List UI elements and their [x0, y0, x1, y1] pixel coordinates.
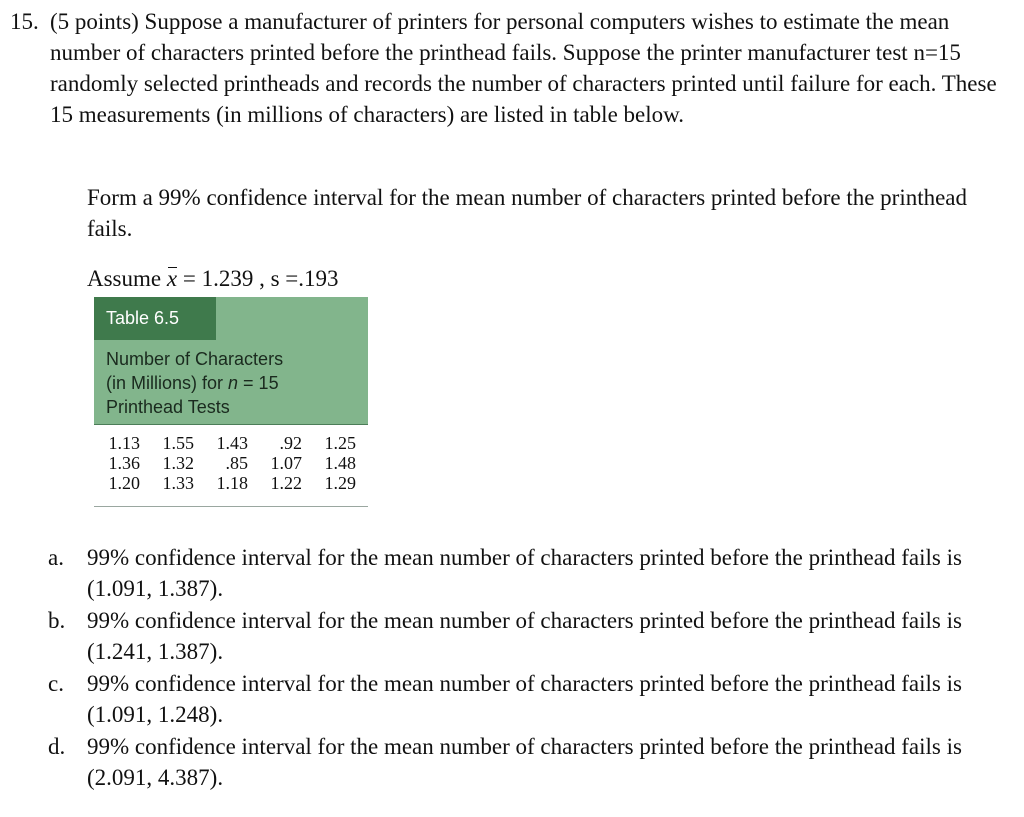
table-row	[104, 433, 356, 453]
option-d[interactable]	[40, 731, 1000, 794]
answer-options	[40, 542, 1000, 794]
assume-prefix: Assume	[87, 266, 162, 291]
instruction-text: Form a 99% confidence interval for the mean number of characters printed before the printhead fails.	[87, 185, 968, 241]
option-b[interactable]	[40, 605, 1000, 668]
question-number: 15.	[10, 9, 39, 34]
table-cell: .92	[279, 433, 302, 453]
option-text: 99% confidence interval for the mean number of characters printed before the printhead fails is (1.091, 1.387).	[87, 545, 962, 601]
caption-line-2-pre: (in Millions) for	[106, 373, 229, 393]
table-cell: 1.32	[162, 453, 194, 473]
table-cell: 1.33	[162, 473, 194, 493]
option-letter: a.	[48, 545, 64, 570]
table-tab-label: Table 6.5	[94, 297, 216, 340]
data-table	[94, 297, 368, 507]
caption-line-2-post: = 15	[238, 373, 279, 393]
option-c[interactable]	[40, 668, 1000, 731]
table-cell: 1.07	[270, 453, 302, 473]
table-cell: 1.36	[108, 453, 140, 473]
assume-values: = 1.239 , s =.193	[182, 266, 339, 291]
caption-line-1: Number of Characters	[106, 349, 284, 369]
table-cell: 1.55	[162, 433, 194, 453]
caption-line-2-var: n	[228, 373, 239, 393]
table-cell: .85	[225, 453, 248, 473]
table-cell: 1.43	[216, 433, 248, 453]
option-text: 99% confidence interval for the mean number of characters printed before the printhead fails is (1.091, 1.248).	[87, 671, 962, 727]
option-text: 99% confidence interval for the mean number of characters printed before the printhead fails is (1.241, 1.387).	[87, 608, 962, 664]
caption-line-3: Printhead Tests	[106, 397, 230, 417]
table-values	[104, 433, 356, 493]
table-row	[104, 473, 356, 493]
table-caption	[106, 347, 356, 419]
table-bottom-rule	[94, 506, 368, 507]
table-header	[94, 297, 368, 425]
option-a[interactable]	[40, 542, 1000, 605]
table-cell: 1.20	[108, 473, 140, 493]
table-row	[104, 453, 356, 473]
assumption-line	[87, 263, 339, 294]
question-text: (5 points) Suppose a manufacturer of printers for personal computers wishes to estimate the mean number of characters printed before the printhead fails. Suppose the printer manufacturer test n=15 randomly selected printheads and records the number of characters printed until failure for each. These 15 measurements (in millions of characters) are listed in table below.	[50, 9, 997, 127]
option-letter: c.	[48, 671, 64, 696]
table-cell: 1.13	[108, 433, 140, 453]
question-block	[10, 6, 1000, 130]
option-letter: d.	[48, 734, 66, 759]
xbar-symbol: x	[167, 263, 177, 294]
table-cell: 1.25	[324, 433, 356, 453]
table-cell: 1.48	[324, 453, 356, 473]
option-text: 99% confidence interval for the mean number of characters printed before the printhead fails is (2.091, 4.387).	[87, 734, 962, 790]
option-letter: b.	[48, 608, 66, 633]
table-cell: 1.29	[324, 473, 356, 493]
table-cell: 1.22	[270, 473, 302, 493]
table-cell: 1.18	[216, 473, 248, 493]
